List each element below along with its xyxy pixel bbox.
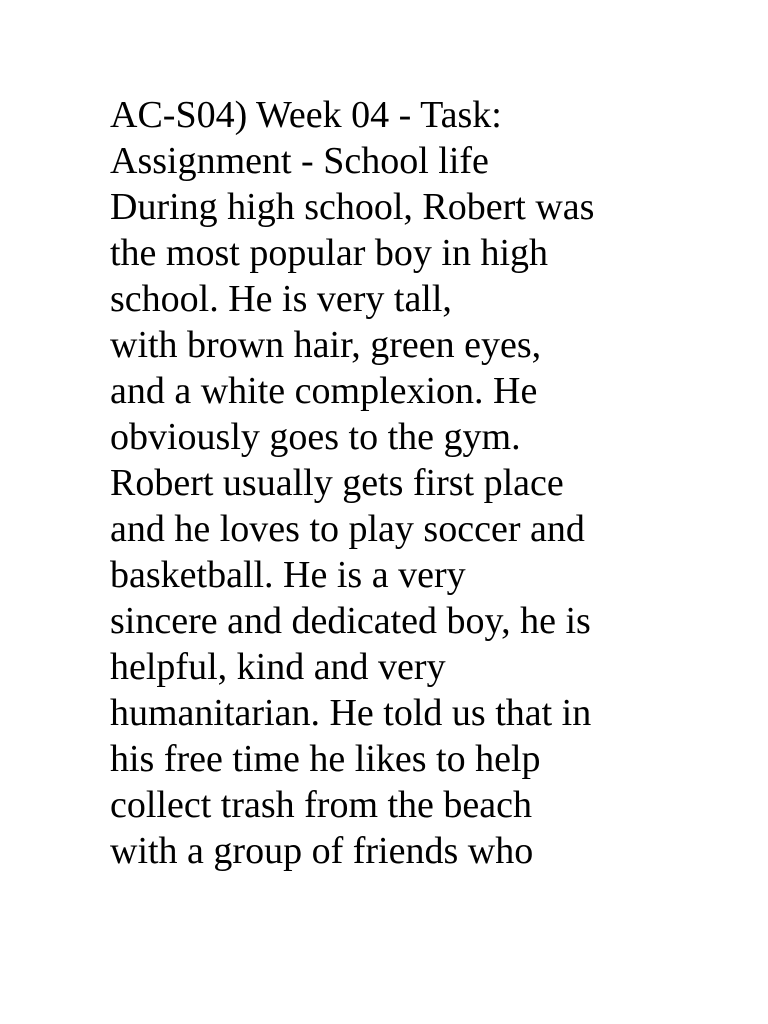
body-line: obviously goes to the gym.: [110, 416, 521, 458]
body-line: humanitarian. He told us that in: [110, 692, 592, 734]
body-line: his free time he likes to help: [110, 738, 541, 780]
body-line: with a group of friends who: [110, 830, 534, 872]
body-line: collect trash from the beach: [110, 784, 533, 826]
body-line: the most popular boy in high: [110, 232, 549, 274]
body-line: school. He is very tall,: [110, 278, 452, 320]
document-text: [110, 92, 730, 874]
body-line: During high school, Robert was: [110, 186, 595, 228]
title-line-1: AC-S04) Week 04 - Task:: [110, 94, 502, 136]
body-line: helpful, kind and very: [110, 646, 446, 688]
body-line: basketball. He is a very: [110, 554, 466, 596]
body-line: with brown hair, green eyes,: [110, 324, 542, 366]
body-line: Robert usually gets first place: [110, 462, 564, 504]
title-line-2: Assignment - School life: [110, 140, 489, 182]
body-line: and he loves to play soccer and: [110, 508, 585, 550]
body-line: sincere and dedicated boy, he is: [110, 600, 591, 642]
body-line: and a white complexion. He: [110, 370, 538, 412]
